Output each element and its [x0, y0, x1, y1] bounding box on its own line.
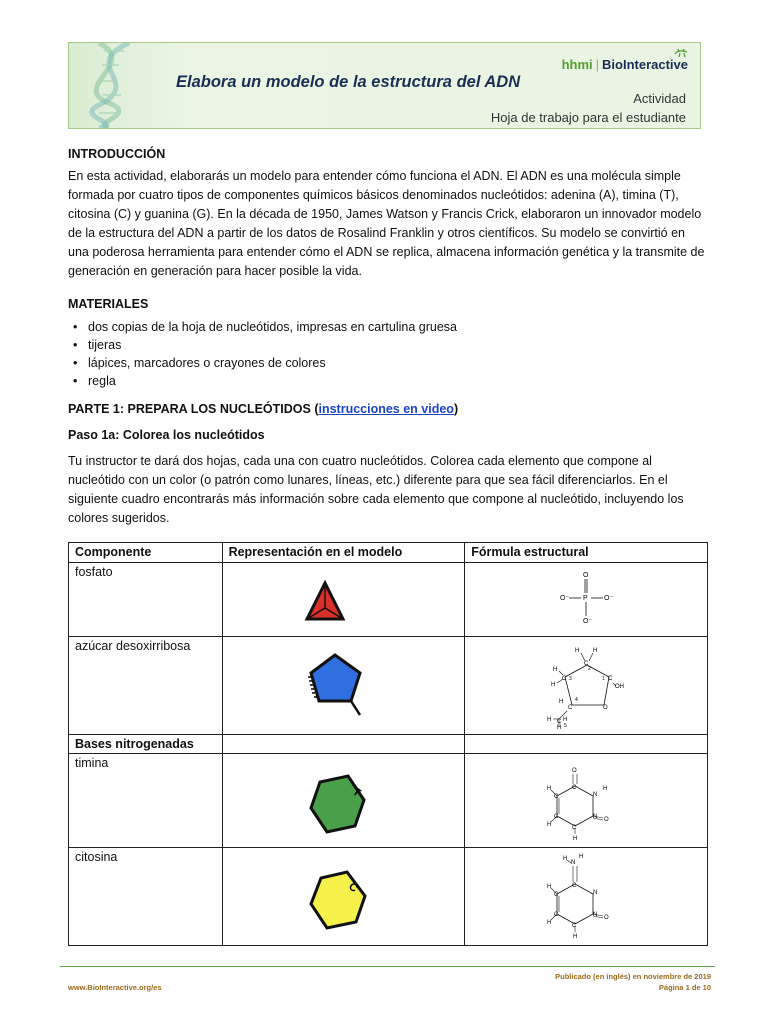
- thymine-hexagon-icon: [229, 756, 448, 842]
- table-row: [69, 637, 708, 735]
- cytosine-f-h2: H: [579, 854, 584, 860]
- sugar-c1: C: [608, 676, 613, 682]
- sugar-n3: 3: [569, 676, 573, 682]
- worksheet-label: Hoja de trabajo para el estudiante: [490, 110, 686, 125]
- cytosine-formula-diagram: [471, 850, 690, 940]
- step-1a-text: Tu instructor te dará dos hojas, cada una con cuatro nucleótidos. Colorea cada elemento que compone al nucleótido con un color (o patrón como lunares, líneas, etc.) diferente para que sea fácil diferenciarlos. En el siguiente cuadro encontrarás más información sobre cada elemento que compone al nucleótido, incluyendo los colores sugeridos.: [68, 454, 684, 525]
- row-label-thymine: timina: [69, 754, 223, 848]
- sugar-n4: 4: [575, 697, 579, 703]
- logo-hhmi: hhmi: [561, 57, 593, 72]
- footer-page-number: Página 1 de 10: [658, 983, 711, 992]
- row-label-sugar: azúcar desoxirribosa: [69, 637, 223, 735]
- sugar-h2: H: [593, 648, 598, 654]
- phosphate-o-left: O⁻: [560, 595, 570, 602]
- footer-published: Publicado (en inglés) en noviembre de 2019: [555, 972, 711, 981]
- part1-heading: [68, 400, 708, 419]
- materials-heading: MATERIALES: [68, 297, 149, 311]
- cytosine-formula-cell: [465, 848, 708, 946]
- cytosine-letter: C: [345, 880, 360, 896]
- cytosine-f-n0: N: [571, 860, 576, 866]
- cytosine-f-h4: H: [547, 920, 552, 926]
- list-item: • regla: [68, 372, 708, 390]
- cytosine-hexagon-icon: [229, 850, 448, 940]
- sugar-n2: 2: [588, 666, 592, 672]
- sugar-h1: H: [575, 648, 580, 654]
- content: [68, 145, 708, 528]
- deoxyribose-formula-diagram: [471, 639, 690, 729]
- cytosine-f-n2: N: [593, 912, 598, 918]
- thymine-f-h4: H: [573, 836, 578, 842]
- row-label-bases: Bases nitrogenadas: [69, 735, 223, 754]
- sugar-o: O: [603, 705, 608, 711]
- thymine-f-h1: H: [603, 786, 608, 792]
- step-1a-heading: Paso 1a: Colorea los nucleótidos: [68, 428, 265, 442]
- phosphate-p: P: [583, 595, 588, 602]
- cytosine-f-o: O: [604, 915, 609, 921]
- list-item: • lápices, marcadores o crayones de colores: [68, 354, 708, 372]
- sugar-model-cell: [222, 637, 465, 735]
- logo-biointeractive: BioInteractive: [602, 57, 688, 72]
- document-title: Elabora un modelo de la estructura del ADN: [176, 73, 521, 91]
- thymine-f-c3: C: [554, 814, 559, 820]
- sugar-c3: C: [562, 676, 567, 682]
- footer-url[interactable]: www.BioInteractive.org/es: [68, 983, 162, 992]
- intro-text: En esta actividad, elaborarás un modelo para entender cómo funciona el ADN. El ADN es una molécula simple formada por cuatro tipos de componentes químicos básicos denominados nucleótidos: adenina (A), timina (T), citosina (C) y guanina (G). En la década de 1950, James Watson y Francis Crick, elaboraron un innovador modelo de la estructura del ADN a partir de los datos de Rosalind Franklin y otros científicos. Su modelo se convirtió en una poderosa herramienta para entender cómo el ADN se replica, almacena información genética y la transmite de generación en generación para hacer posible la vida.: [68, 169, 705, 278]
- table-row: [69, 848, 708, 946]
- cytosine-f-n1: N: [593, 890, 598, 896]
- cytosine-f-h1: H: [563, 856, 568, 862]
- cytosine-f-c3: C: [554, 912, 559, 918]
- table-row: [69, 754, 708, 848]
- phosphate-o-bottom: O⁻: [583, 618, 593, 625]
- sugar-c5: C: [557, 719, 562, 725]
- lizard-logo-icon: [674, 48, 688, 58]
- footer-divider: [60, 966, 715, 967]
- thymine-f-o1: O: [572, 768, 577, 774]
- phosphate-o-top: O: [583, 572, 589, 579]
- materials-list: [68, 318, 708, 390]
- sugar-h3: H: [553, 667, 558, 673]
- sugar-n1: 1: [602, 676, 606, 682]
- header-component: Componente: [69, 543, 223, 563]
- phosphate-o-right: O⁻: [604, 595, 614, 602]
- sugar-h7: H: [547, 717, 552, 723]
- table-header-row: [69, 543, 708, 563]
- thymine-letter: T: [349, 785, 363, 800]
- cytosine-hexagon-fill: [311, 872, 365, 928]
- thymine-f-c4: C: [572, 825, 577, 831]
- thymine-f-o2: O: [604, 817, 609, 823]
- deoxyribose-pentagon-icon: [229, 639, 448, 729]
- nucleotide-components-table: [68, 542, 708, 946]
- cytosine-f-h5: H: [573, 934, 578, 940]
- bases-empty-cell: [465, 735, 708, 754]
- list-item: • dos copias de la hoja de nucleótidos, impresas en cartulina gruesa: [68, 318, 708, 336]
- list-item: • tijeras: [68, 336, 708, 354]
- header-representation: Representación en el modelo: [222, 543, 465, 563]
- intro-heading: INTRODUCCIÓN: [68, 147, 166, 161]
- thymine-hexagon-fill: [311, 776, 364, 832]
- thymine-f-c2: C: [554, 794, 559, 800]
- table-row: [69, 735, 708, 754]
- activity-label: Actividad: [633, 91, 686, 106]
- cytosine-f-c1: C: [572, 883, 577, 889]
- header-banner: [68, 42, 701, 129]
- sugar-pentagon-fill: [311, 655, 360, 701]
- sugar-h5: H: [559, 699, 564, 705]
- hhmi-biointeractive-logo: [562, 57, 688, 72]
- row-label-cytosine: citosina: [69, 848, 223, 946]
- sugar-c2: C: [584, 661, 589, 667]
- thymine-f-c1: C: [572, 785, 577, 791]
- cytosine-f-c4: C: [572, 923, 577, 929]
- thymine-f-h3: H: [547, 822, 552, 828]
- thymine-formula-diagram: [471, 756, 690, 842]
- bases-empty-cell: [222, 735, 465, 754]
- header-formula: Fórmula estructural: [465, 543, 708, 563]
- thymine-f-n1: N: [593, 792, 598, 798]
- thymine-f-n2: N: [593, 814, 598, 820]
- sugar-h8: H: [557, 725, 562, 729]
- dna-helix-graphic: [69, 43, 169, 128]
- part1-heading-text: PARTE 1: PREPARA LOS NUCLEÓTIDOS (: [68, 402, 319, 416]
- sugar-n5: 5: [564, 723, 568, 729]
- phosphate-formula-cell: [465, 563, 708, 637]
- cytosine-f-c2: C: [554, 892, 559, 898]
- thymine-formula-cell: [465, 754, 708, 848]
- thymine-f-h2: H: [547, 786, 552, 792]
- phosphate-model-cell: [222, 563, 465, 637]
- sugar-oh: OH: [615, 684, 625, 690]
- logo-separator: |: [595, 57, 600, 72]
- thymine-model-cell: [222, 754, 465, 848]
- sugar-c4: C: [568, 705, 573, 711]
- phosphate-formula-diagram: [471, 565, 690, 631]
- sugar-h6: H: [563, 717, 568, 723]
- phosphate-triangle-icon: [229, 565, 448, 631]
- cytosine-model-cell: [222, 848, 465, 946]
- row-label-phosphate: fosfato: [69, 563, 223, 637]
- cytosine-f-h3: H: [547, 884, 552, 890]
- video-instructions-link[interactable]: instrucciones en video: [318, 402, 454, 416]
- part1-heading-end: ): [453, 402, 459, 416]
- table-row: [69, 563, 708, 637]
- sugar-formula-cell: [465, 637, 708, 735]
- sugar-h4: H: [551, 682, 556, 688]
